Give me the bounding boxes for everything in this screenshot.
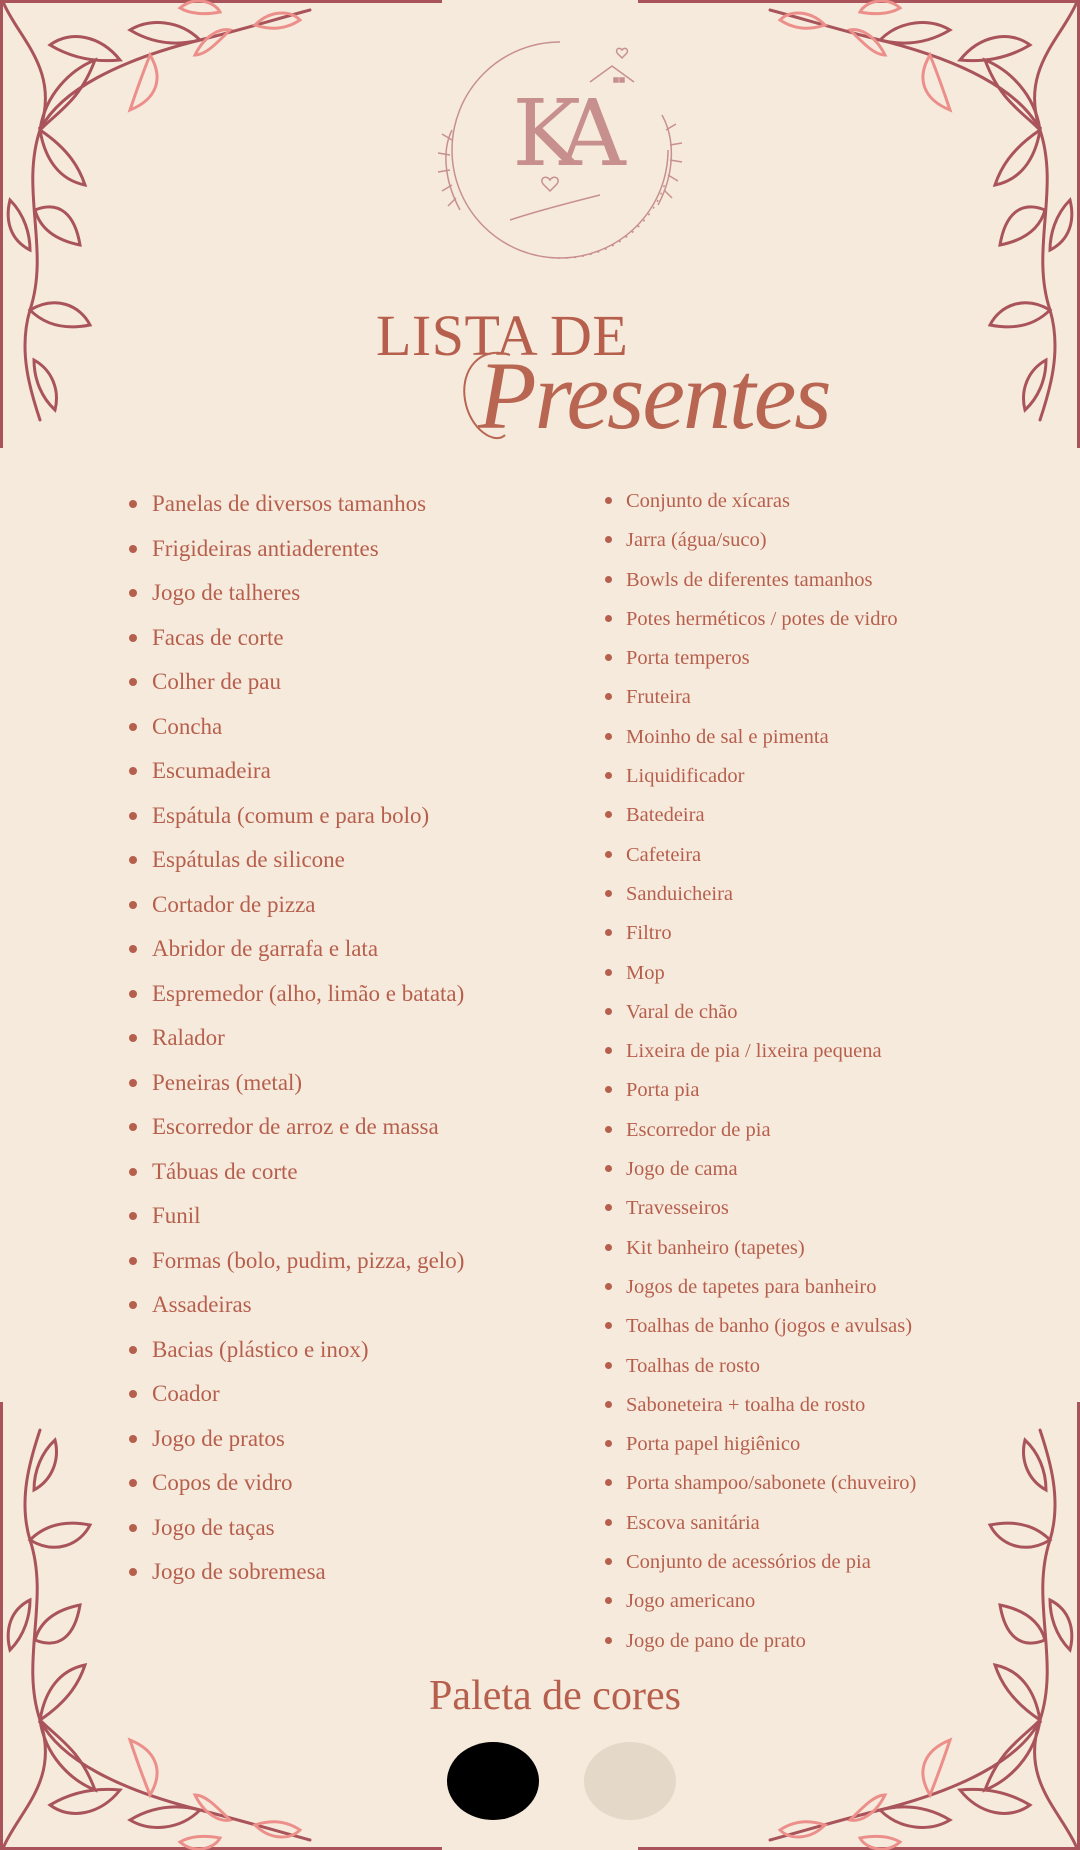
gift-list-item: Peneiras (metal): [152, 1065, 464, 1110]
gift-list-item: Jogo de pano de prato: [626, 1626, 916, 1665]
gift-list-item: Escumadeira: [152, 753, 464, 798]
monogram-logo: [430, 30, 690, 270]
page-title: LISTA DE: [376, 303, 629, 368]
gift-list-item: Jogo de cama: [626, 1154, 916, 1193]
gift-list-item: Ralador: [152, 1020, 464, 1065]
top-left-leaf-vine-icon: [0, 0, 320, 430]
gift-list-item: Espátula (comum e para bolo): [152, 798, 464, 843]
gift-list-item: Varal de chão: [626, 997, 916, 1036]
gift-list-item: Travesseiros: [626, 1193, 916, 1232]
gift-list-item: Conjunto de acessórios de pia: [626, 1547, 916, 1586]
gift-list-right-column: [626, 486, 916, 1665]
gift-list-item: Porta papel higiênico: [626, 1429, 916, 1468]
gift-list-item: Filtro: [626, 918, 916, 957]
gift-list-item: Colher de pau: [152, 664, 464, 709]
gift-list-item: Copos de vidro: [152, 1465, 464, 1510]
gift-list-item: Formas (bolo, pudim, pizza, gelo): [152, 1243, 464, 1288]
gift-list-item: Porta pia: [626, 1075, 916, 1114]
gift-list-left-column: [152, 486, 464, 1599]
gift-list-item: Jogo de pratos: [152, 1421, 464, 1466]
gift-list-item: Frigideiras antiaderentes: [152, 531, 464, 576]
palette-swatch-beige: [584, 1742, 676, 1820]
gift-list-item: Jogo de taças: [152, 1510, 464, 1555]
palette-title: Paleta de cores: [429, 1673, 681, 1719]
gift-list-item: Abridor de garrafa e lata: [152, 931, 464, 976]
gift-list-item: Liquidificador: [626, 761, 916, 800]
gift-list-item: Escorredor de arroz e de massa: [152, 1109, 464, 1154]
gift-list-item: Sanduicheira: [626, 879, 916, 918]
gift-list-item: Toalhas de banho (jogos e avulsas): [626, 1311, 916, 1350]
gift-list-item: Jogo americano: [626, 1586, 916, 1625]
gift-list-item: Moinho de sal e pimenta: [626, 722, 916, 761]
gift-list-item: Fruteira: [626, 682, 916, 721]
gift-list-item: Espremedor (alho, limão e batata): [152, 976, 464, 1021]
gift-list-item: Cortador de pizza: [152, 887, 464, 932]
gift-list-item: Panelas de diversos tamanhos: [152, 486, 464, 531]
gift-list-item: Tábuas de corte: [152, 1154, 464, 1199]
gift-list-item: Espátulas de silicone: [152, 842, 464, 887]
gift-list-item: Kit banheiro (tapetes): [626, 1233, 916, 1272]
gift-list-item: Potes herméticos / potes de vidro: [626, 604, 916, 643]
gift-list-item: Jogo de sobremesa: [152, 1554, 464, 1599]
palette-swatch-black: [447, 1742, 539, 1820]
page-subtitle-script: Presentes: [478, 342, 830, 449]
gift-list-item: Jogos de tapetes para banheiro: [626, 1272, 916, 1311]
gift-list-item: Toalhas de rosto: [626, 1351, 916, 1390]
gift-list-item: Lixeira de pia / lixeira pequena: [626, 1036, 916, 1075]
gift-list-item: Assadeiras: [152, 1287, 464, 1332]
gift-list-item: Saboneteira + toalha de rosto: [626, 1390, 916, 1429]
gift-list-item: Coador: [152, 1376, 464, 1421]
gift-list-item: Facas de corte: [152, 620, 464, 665]
gift-list-item: Conjunto de xícaras: [626, 486, 916, 525]
gift-list-item: Bacias (plástico e inox): [152, 1332, 464, 1377]
gift-list-item: Escova sanitária: [626, 1508, 916, 1547]
gift-list-item: Batedeira: [626, 800, 916, 839]
gift-list-item: Concha: [152, 709, 464, 754]
gift-list-item: Jarra (água/suco): [626, 525, 916, 564]
monogram-letters: KA: [512, 80, 608, 187]
gift-list-item: Bowls de diferentes tamanhos: [626, 565, 916, 604]
gift-list-item: Escorredor de pia: [626, 1115, 916, 1154]
gift-list-item: Jogo de talheres: [152, 575, 464, 620]
gift-list-item: Funil: [152, 1198, 464, 1243]
gift-list-item: Porta shampoo/sabonete (chuveiro): [626, 1468, 916, 1507]
gift-list-item: Cafeteira: [626, 840, 916, 879]
gift-list-item: Mop: [626, 958, 916, 997]
gift-list-item: Porta temperos: [626, 643, 916, 682]
